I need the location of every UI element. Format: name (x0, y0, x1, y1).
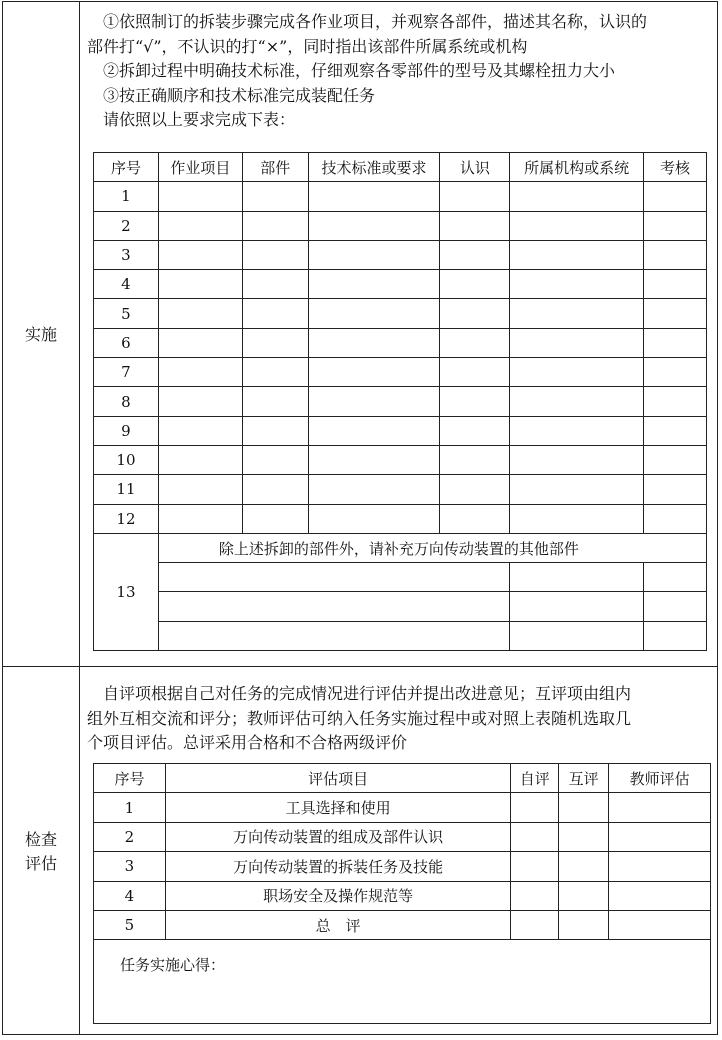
header-cell: 互评 (559, 764, 609, 793)
blank-cell[interactable] (510, 182, 644, 211)
header-cell: 考核 (644, 153, 707, 182)
blank-cell[interactable] (644, 358, 707, 387)
blank-cell[interactable] (510, 416, 644, 445)
row-number: 1 (94, 182, 159, 211)
blank-cell[interactable] (242, 211, 308, 240)
blank-cell[interactable] (158, 211, 242, 240)
column-divider (79, 2, 80, 1034)
blank-cell[interactable] (158, 445, 242, 474)
blank-cell[interactable] (308, 328, 440, 357)
blank-cell[interactable] (644, 182, 707, 211)
blank-cell[interactable] (308, 211, 440, 240)
row-number: 7 (94, 358, 159, 387)
peer-score-cell[interactable] (559, 793, 609, 822)
blank-cell[interactable] (510, 621, 644, 650)
blank-cell[interactable] (158, 592, 509, 621)
evaluation-item: 职场安全及操作规范等 (165, 881, 510, 910)
blank-cell[interactable] (242, 328, 308, 357)
blank-cell[interactable] (242, 445, 308, 474)
blank-cell[interactable] (308, 270, 440, 299)
row-number: 10 (94, 445, 159, 474)
evaluation-row (94, 852, 711, 881)
notes-row (94, 940, 711, 1024)
blank-cell[interactable] (308, 240, 440, 269)
instructions (87, 10, 717, 133)
blank-cell[interactable] (510, 299, 644, 328)
section-label-inspection-line1: 检查 (24, 830, 57, 849)
blank-cell[interactable] (242, 299, 308, 328)
self-score-cell[interactable] (511, 852, 559, 881)
row-number: 6 (94, 328, 159, 357)
row-number: 12 (94, 504, 159, 533)
peer-score-cell[interactable] (559, 910, 609, 939)
work-table-row (94, 358, 707, 387)
row-number: 1 (94, 793, 166, 822)
evaluation-intro-line3: 个项目评估。总评采用合格和不合格两级评价 (87, 733, 408, 752)
row-number: 13 (94, 533, 159, 650)
blank-cell[interactable] (510, 445, 644, 474)
header-cell: 技术标准或要求 (308, 153, 440, 182)
blank-cell[interactable] (440, 445, 510, 474)
blank-cell[interactable] (644, 328, 707, 357)
blank-cell[interactable] (644, 445, 707, 474)
blank-cell[interactable] (440, 504, 510, 533)
work-table-row (94, 182, 707, 211)
header-cell: 教师评估 (609, 764, 711, 793)
blank-cell[interactable] (308, 358, 440, 387)
blank-cell[interactable] (440, 299, 510, 328)
teacher-score-cell[interactable] (609, 910, 711, 939)
row-number: 9 (94, 416, 159, 445)
blank-cell[interactable] (158, 504, 242, 533)
evaluation-intro (87, 682, 717, 756)
row-number: 5 (94, 299, 159, 328)
blank-cell[interactable] (158, 621, 509, 650)
self-score-cell[interactable] (511, 910, 559, 939)
blank-cell[interactable] (158, 240, 242, 269)
row-number: 3 (94, 852, 166, 881)
evaluation-row (94, 881, 711, 910)
work-table-row (94, 445, 707, 474)
instruction-2: ②拆卸过程中明确技术标准，仔细观察各零部件的型号及其螺栓扭力大小 (103, 61, 616, 80)
section-label-inspection-line2: 评估 (24, 854, 57, 873)
instruction-1-line1: ①依照制订的拆装步骤完成各作业项目，并观察各部件，描述其名称，认识的 (103, 12, 648, 31)
teacher-score-cell[interactable] (609, 852, 711, 881)
blank-cell[interactable] (644, 504, 707, 533)
work-table-row (94, 475, 707, 504)
blank-cell[interactable] (242, 504, 308, 533)
evaluation-intro-line2: 组外互相交流和评分；教师评估可纳入任务实施过程中或对照上表随机选取几 (87, 708, 632, 728)
blank-cell[interactable] (510, 328, 644, 357)
teacher-score-cell[interactable] (609, 881, 711, 910)
blank-cell[interactable] (644, 563, 707, 592)
blank-cell[interactable] (510, 563, 644, 592)
blank-cell[interactable] (308, 299, 440, 328)
peer-score-cell[interactable] (559, 852, 609, 881)
blank-cell[interactable] (440, 211, 510, 240)
row-number: 2 (94, 822, 166, 851)
work-table-row (94, 504, 707, 533)
blank-cell[interactable] (644, 240, 707, 269)
notes-field[interactable] (94, 940, 711, 1024)
blank-cell[interactable] (510, 592, 644, 621)
work-table-row (94, 387, 707, 416)
blank-cell[interactable] (158, 328, 242, 357)
blank-cell[interactable] (644, 299, 707, 328)
blank-cell[interactable] (308, 504, 440, 533)
section-label-inspection (3, 828, 79, 876)
section-divider (3, 666, 717, 667)
extra-parts-prompt: 除上述拆卸的部件外，请补充万向传动装置的其他部件 (158, 533, 706, 562)
work-table (93, 152, 707, 651)
blank-cell[interactable] (440, 475, 510, 504)
blank-cell[interactable] (440, 270, 510, 299)
blank-cell[interactable] (308, 416, 440, 445)
evaluation-row (94, 910, 711, 939)
blank-cell[interactable] (158, 299, 242, 328)
header-cell: 部件 (242, 153, 308, 182)
blank-cell[interactable] (242, 475, 308, 504)
instruction-lead: 请依照以上要求完成下表： (103, 110, 296, 129)
blank-cell[interactable] (510, 270, 644, 299)
instruction-3: ③按正确顺序和技术标准完成装配任务 (103, 85, 376, 105)
header-cell: 序号 (94, 764, 166, 793)
blank-cell[interactable] (242, 387, 308, 416)
worksheet-frame (2, 1, 718, 1035)
row-number: 11 (94, 475, 159, 504)
instruction-1-line2: 部件打“√”，不认识的打“×”，同时指出该部件所属系统或机构 (87, 36, 528, 56)
blank-cell[interactable] (644, 270, 707, 299)
blank-cell[interactable] (158, 358, 242, 387)
blank-cell[interactable] (440, 358, 510, 387)
evaluation-item: 万向传动装置的拆装任务及技能 (165, 852, 510, 881)
evaluation-item: 万向传动装置的组成及部件认识 (165, 822, 510, 851)
work-table-row (94, 328, 707, 357)
work-table-extra-row (94, 592, 707, 621)
work-table-extra-row (94, 621, 707, 650)
blank-cell[interactable] (158, 475, 242, 504)
blank-cell[interactable] (510, 504, 644, 533)
peer-score-cell[interactable] (559, 881, 609, 910)
blank-cell[interactable] (242, 416, 308, 445)
row-number: 2 (94, 211, 159, 240)
header-cell: 序号 (94, 153, 159, 182)
blank-cell[interactable] (158, 270, 242, 299)
blank-cell[interactable] (308, 387, 440, 416)
section-label-implementation: 实施 (24, 325, 57, 344)
work-table-row (94, 299, 707, 328)
blank-cell[interactable] (158, 182, 242, 211)
blank-cell[interactable] (308, 475, 440, 504)
blank-cell[interactable] (510, 358, 644, 387)
row-number: 4 (94, 881, 166, 910)
blank-cell[interactable] (644, 592, 707, 621)
self-score-cell[interactable] (511, 881, 559, 910)
header-cell: 自评 (511, 764, 559, 793)
blank-cell[interactable] (644, 387, 707, 416)
header-cell: 作业项目 (158, 153, 242, 182)
work-table-row (94, 416, 707, 445)
blank-cell[interactable] (242, 182, 308, 211)
blank-cell[interactable] (242, 358, 308, 387)
header-cell: 评估项目 (165, 764, 510, 793)
teacher-score-cell[interactable] (609, 793, 711, 822)
evaluation-item: 总 评 (165, 910, 510, 939)
blank-cell[interactable] (308, 182, 440, 211)
blank-cell[interactable] (510, 387, 644, 416)
blank-cell[interactable] (644, 416, 707, 445)
evaluation-table-header (94, 764, 711, 793)
blank-cell[interactable] (242, 240, 308, 269)
blank-cell[interactable] (440, 387, 510, 416)
work-table-row (94, 270, 707, 299)
blank-cell[interactable] (510, 240, 644, 269)
blank-cell[interactable] (440, 416, 510, 445)
blank-cell[interactable] (510, 475, 644, 504)
row-number: 4 (94, 270, 159, 299)
header-cell: 所属机构或系统 (510, 153, 644, 182)
blank-cell[interactable] (158, 387, 242, 416)
blank-cell[interactable] (440, 328, 510, 357)
blank-cell[interactable] (644, 621, 707, 650)
evaluation-table (93, 763, 711, 1024)
work-table-row (94, 240, 707, 269)
evaluation-row (94, 822, 711, 851)
self-score-cell[interactable] (511, 822, 559, 851)
blank-cell[interactable] (440, 240, 510, 269)
evaluation-item: 工具选择和使用 (165, 793, 510, 822)
blank-cell[interactable] (644, 475, 707, 504)
peer-score-cell[interactable] (559, 822, 609, 851)
row-number: 3 (94, 240, 159, 269)
work-table-row (94, 211, 707, 240)
row-number: 8 (94, 387, 159, 416)
blank-cell[interactable] (510, 211, 644, 240)
teacher-score-cell[interactable] (609, 822, 711, 851)
blank-cell[interactable] (158, 563, 509, 592)
work-table-header (94, 153, 707, 182)
self-score-cell[interactable] (511, 793, 559, 822)
blank-cell[interactable] (242, 270, 308, 299)
blank-cell[interactable] (440, 182, 510, 211)
blank-cell[interactable] (644, 211, 707, 240)
work-table-extra-row (94, 563, 707, 592)
work-table-extra-row (94, 533, 707, 562)
notes-label: 任务实施心得： (120, 956, 226, 975)
evaluation-intro-line1: 自评项根据自己对任务的完成情况进行评估并提出改进意见；互评项由组内 (103, 684, 632, 703)
evaluation-row (94, 793, 711, 822)
blank-cell[interactable] (308, 445, 440, 474)
blank-cell[interactable] (158, 416, 242, 445)
row-number: 5 (94, 910, 166, 939)
header-cell: 认识 (440, 153, 510, 182)
